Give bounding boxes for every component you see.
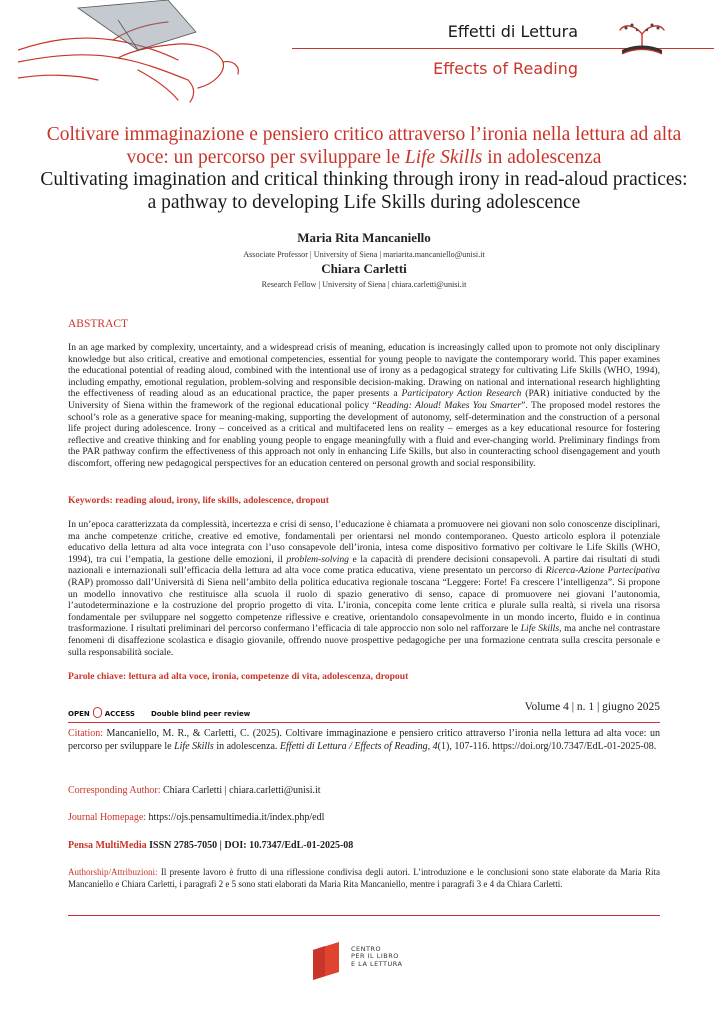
abstract-it-italic: Life Skills [520, 623, 560, 635]
homepage-label: Journal Homepage: [68, 812, 147, 823]
author-affiliation: Research Fellow | University of Siena | chiara.carletti@unisi.it [261, 280, 467, 289]
divider [68, 722, 660, 723]
journal-logo-icon [612, 20, 672, 60]
access-label: ACCESS [104, 710, 135, 718]
citation-text: in adolescenza. [213, 740, 280, 752]
centro-libro-logo-text [351, 946, 402, 968]
hand-book-illustration [18, 0, 248, 110]
abstract-en-italic: Participatory Action Research [401, 388, 522, 400]
abstract-english [68, 342, 660, 470]
divider [68, 915, 660, 916]
publisher-value: ISSN 2785-7050 | DOI: 10.7347/EdL-01-2025-08 [146, 840, 354, 851]
volume-info: Volume 4 | n. 1 | giugno 2025 [524, 701, 660, 713]
logo-line: CENTRO [351, 945, 382, 953]
abstract-en-italic: Reading: Aloud! Makes You Smarter [376, 399, 522, 411]
corresponding-value: Chiara Carletti | chiara.carletti@unisi.it [160, 785, 321, 796]
journal-title-en: Effects of Reading [433, 59, 578, 78]
logo-line: E LA LETTURA [351, 959, 403, 968]
abstract-it-text: , ma anche nel contrastare fenomeni di disaffezione scolastica e disagio giovanile, offrendo nuove prospettive pedagogiche per una formazione centrata sulla crescita personale e sulla responsabilità sociale. [68, 623, 660, 658]
citation-label: Citation: [68, 728, 103, 739]
title-italian [40, 123, 688, 169]
abstract-it-text: In un’epoca caratterizzata da complessità, incertezza e crisi di senso, l’educazione è chiamata a promuovere nei giovani non solo conoscenze disciplinari, ma anche competenze critiche, creative ed emotive, fondamentali per orientarsi nel mondo contemporaneo. Questo articolo esplora il potenziale educativo della lettura ad alta voce integrata con l’uso consapevole dell’ironia, intesa come dispositivo formativo per coltivare le Life Skills (WHO, 1994), tra cui l’empatia, la gestione delle emozioni, il [68, 519, 660, 565]
publisher-info [68, 840, 660, 853]
abstract-heading: ABSTRACT [68, 318, 129, 330]
homepage-value: https://ojs.pensamultimedia.it/index.php/edl [146, 812, 325, 823]
open-label: OPEN [68, 710, 90, 718]
centro-libro-logo-icon [311, 942, 343, 980]
keywords-italian: Parole chiave: lettura ad alta voce, ironia, competenze di vita, adolescenza, dropout [68, 671, 409, 682]
citation-text: (1), 107-116. https://doi.org/10.7347/EdL-01-2025-08. [437, 740, 657, 752]
abstract-it-italic: problem-solving [286, 553, 349, 565]
authorship-label: Authorship/Attribuzioni: [68, 867, 158, 877]
authorship [68, 867, 660, 890]
logo-line: PER IL LIBRO [351, 952, 399, 961]
corresponding-author [68, 785, 660, 798]
corresponding-label: Corresponding Author: [68, 785, 161, 796]
authorship-value: Il presente lavoro è frutto di una riflessione condivisa degli autori. L’introduzione e le conclusioni sono state elaborate da Maria Rita Mancaniello e Chiara Carletti, i paragrafi 2 e 5 sono stati elaborati da Maria Rita Mancaniello, mentre i paragrafi 3 e 4 da Chiara Carletti. [68, 867, 660, 889]
publisher-label: Pensa MultiMedia [68, 840, 147, 851]
peer-review-label: Double blind peer review [150, 710, 251, 718]
abstract-en-text: ”. The proposed model restores the school’s role as a generative space for meaning-making, supporting the development of autonomy, self-determination and the construction of a personal life project during adolescence. Irony – conceived as a critical and multifaceted lens on reality – emerges as a key educational resource for fostering reflective and creative thinking and for enabling young people to engage meaningfully with a fluid and ever-changing world. Preliminary findings from the PAR pathway confirm the effectiveness of this approach not only in enhancing Life Skills, but also in counteracting school disengagement and youth discomfort, offering new pedagogical perspectives for an education centered on personal growth and social responsibility. [68, 399, 660, 469]
abstract-italian [68, 519, 660, 658]
abstract-it-text: e la capacità di prendere decisioni consapevoli. A partire dai risultati di studi nazionali e internazionali sull’efficacia della lettura ad alta voce come pratica educativa, viene presentato un percorso di [68, 553, 660, 577]
citation-italic: Effetti di Lettura / Effects of Reading, 4 [279, 740, 438, 752]
abstract-en-text: In an age marked by complexity, uncertainty, and a widespread crisis of meaning, education is increasingly called upon to promote not only disciplinary knowledge but also critical, creative and emotional competencies, essential for young people to navigate the contemporary world. This paper examines the educational potential of reading aloud, combined with the intentional use of irony as a pedagogical strategy for cultivating Life Skills (WHO, 1994), including empathy, emotional regulation, problem-solving and responsible decision-making. Drawing on national and international research highlighting the effectiveness of reading aloud as an educational practice, the paper presents a [68, 342, 660, 400]
citation-italic: Life Skills [174, 740, 214, 752]
open-access-row [68, 703, 660, 719]
title-it-part2: in adolescenza [482, 147, 602, 168]
abstract-it-italic: Ricerca-Azione Partecipativa [545, 565, 660, 577]
author-affiliation: Associate Professor | University of Siena | mariarita.mancaniello@unisi.it [243, 250, 485, 259]
citation-text: Mancaniello, M. R., & Carletti, C. (2025). Coltivare immaginazione e pensiero critico attraverso l’ironia nella lettura ad alta voce: un percorso per sviluppare le [68, 728, 660, 752]
abstract-en-text: (PAR) initiative conducted by the University of Siena within the framework of the regional educational policy “ [68, 388, 660, 411]
title-it-part1: Coltivare immaginazione e pensiero critico attraverso l’ironia nella lettura ad alta voce: un percorso per sviluppare le [46, 124, 682, 168]
citation [68, 728, 660, 753]
author-name: Chiara Carletti [321, 261, 407, 276]
open-access-icon [93, 707, 102, 718]
title-english: Cultivating imagination and critical thinking through irony in read-aloud practices: a pathway to developing Life Skills during adolescence [40, 169, 688, 213]
journal-title-it: Effetti di Lettura [447, 22, 578, 41]
journal-homepage [68, 812, 660, 825]
abstract-it-text: (RAP) promosso dall’Università di Siena nell’ambito della politica educativa regionale toscana “Leggere: Forte! Fa crescere l’intelligenza”. Si propone un modello innovativo che restituisce alla scuola il ruolo di spazio generativo di senso, capace di promuovere nei giovani l’autonomia, l’autodeterminazione e la costruzione del proprio progetto di vita. L’ironia, concepita come lente critica e plurale sulla realtà, si rivela una risorsa fondamentale per sviluppare nel soggetto competenze riflessive e creative, orientandolo consapevolmente in un mondo incerto, fluido e in continua trasformazione. I risultati preliminari del percorso confermano l’efficacia di tale approccio non solo nel rafforzare le [68, 576, 660, 635]
keywords-english: Keywords: reading aloud, irony, life skills, adolescence, dropout [68, 495, 329, 506]
title-it-italic: Life Skills [404, 147, 483, 168]
author-name: Maria Rita Mancaniello [297, 230, 431, 245]
